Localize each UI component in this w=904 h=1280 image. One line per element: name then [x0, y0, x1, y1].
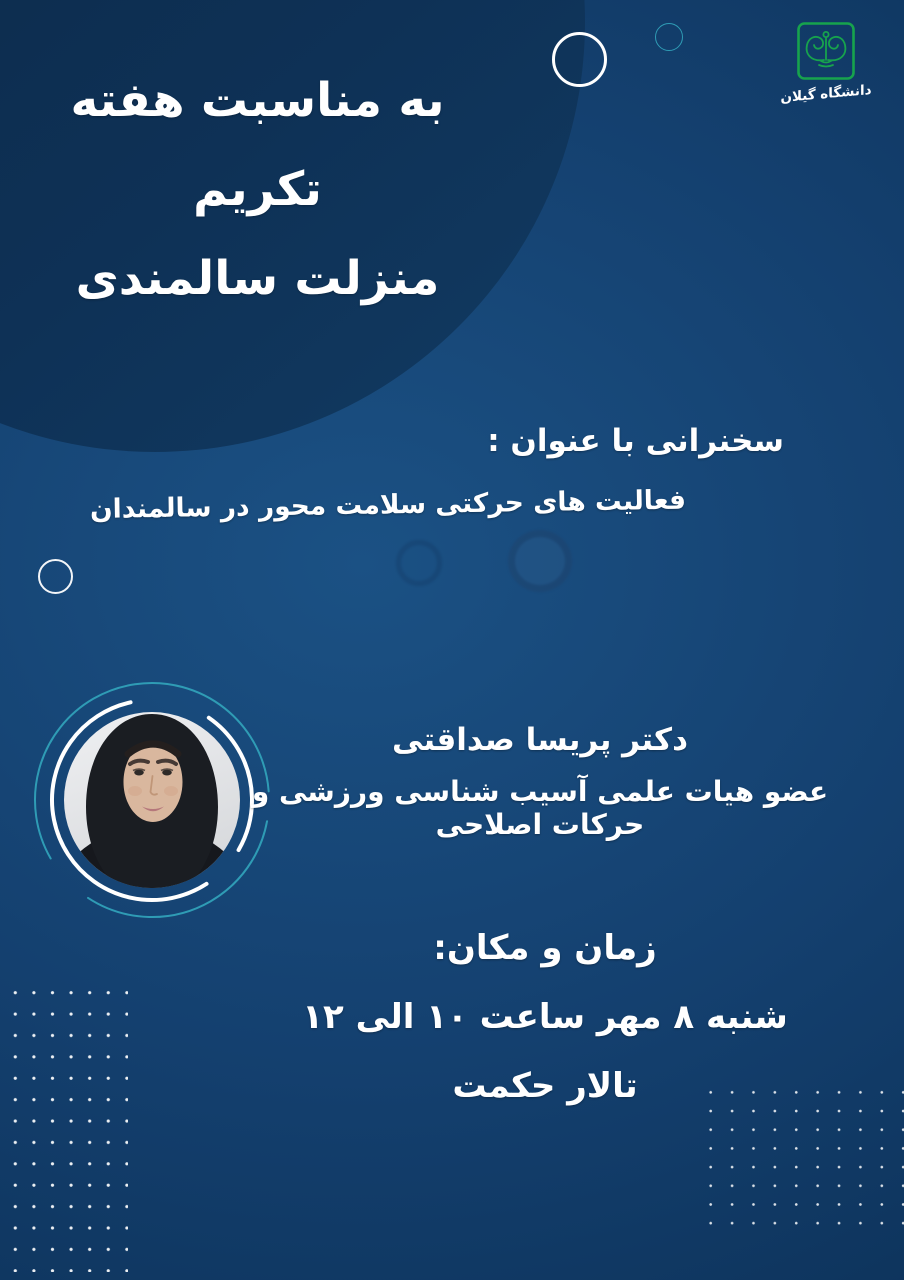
poster-title-line2: منزلت سالمندی	[75, 251, 440, 306]
university-name: دانشگاه گیلان	[780, 82, 872, 106]
university-logo	[778, 20, 874, 106]
decor-circle-teal	[655, 23, 683, 51]
speaker-affiliation: عضو هیات علمی آسیب شناسی ورزشی و حرکات اصلاحی	[251, 775, 829, 841]
lecture-label: سخنرانی با عنوان :	[487, 423, 784, 459]
poster-title-line1: به مناسبت هفته تکریم	[70, 73, 445, 217]
speaker-name: دکتر پریسا صداقتی	[391, 722, 688, 758]
poster-title	[0, 56, 515, 323]
schedule-label: زمان و مکان:	[433, 928, 657, 968]
decor-dot-grid-right	[697, 1080, 904, 1228]
university-emblem-icon	[795, 20, 857, 82]
decor-circle-large	[552, 32, 607, 87]
schedule-venue: تالار حکمت	[452, 1066, 638, 1106]
decor-ghost-ring-small	[396, 540, 442, 586]
decor-circle-left	[38, 559, 73, 594]
decor-ghost-ring	[508, 530, 572, 592]
decor-dot-grid-left	[2, 978, 128, 1272]
lecture-title: فعالیت های حرکتی سلامت محور در سالمندان	[89, 484, 687, 525]
schedule-datetime: شنبه ۸ مهر ساعت ۱۰ الی ۱۲	[302, 997, 788, 1037]
